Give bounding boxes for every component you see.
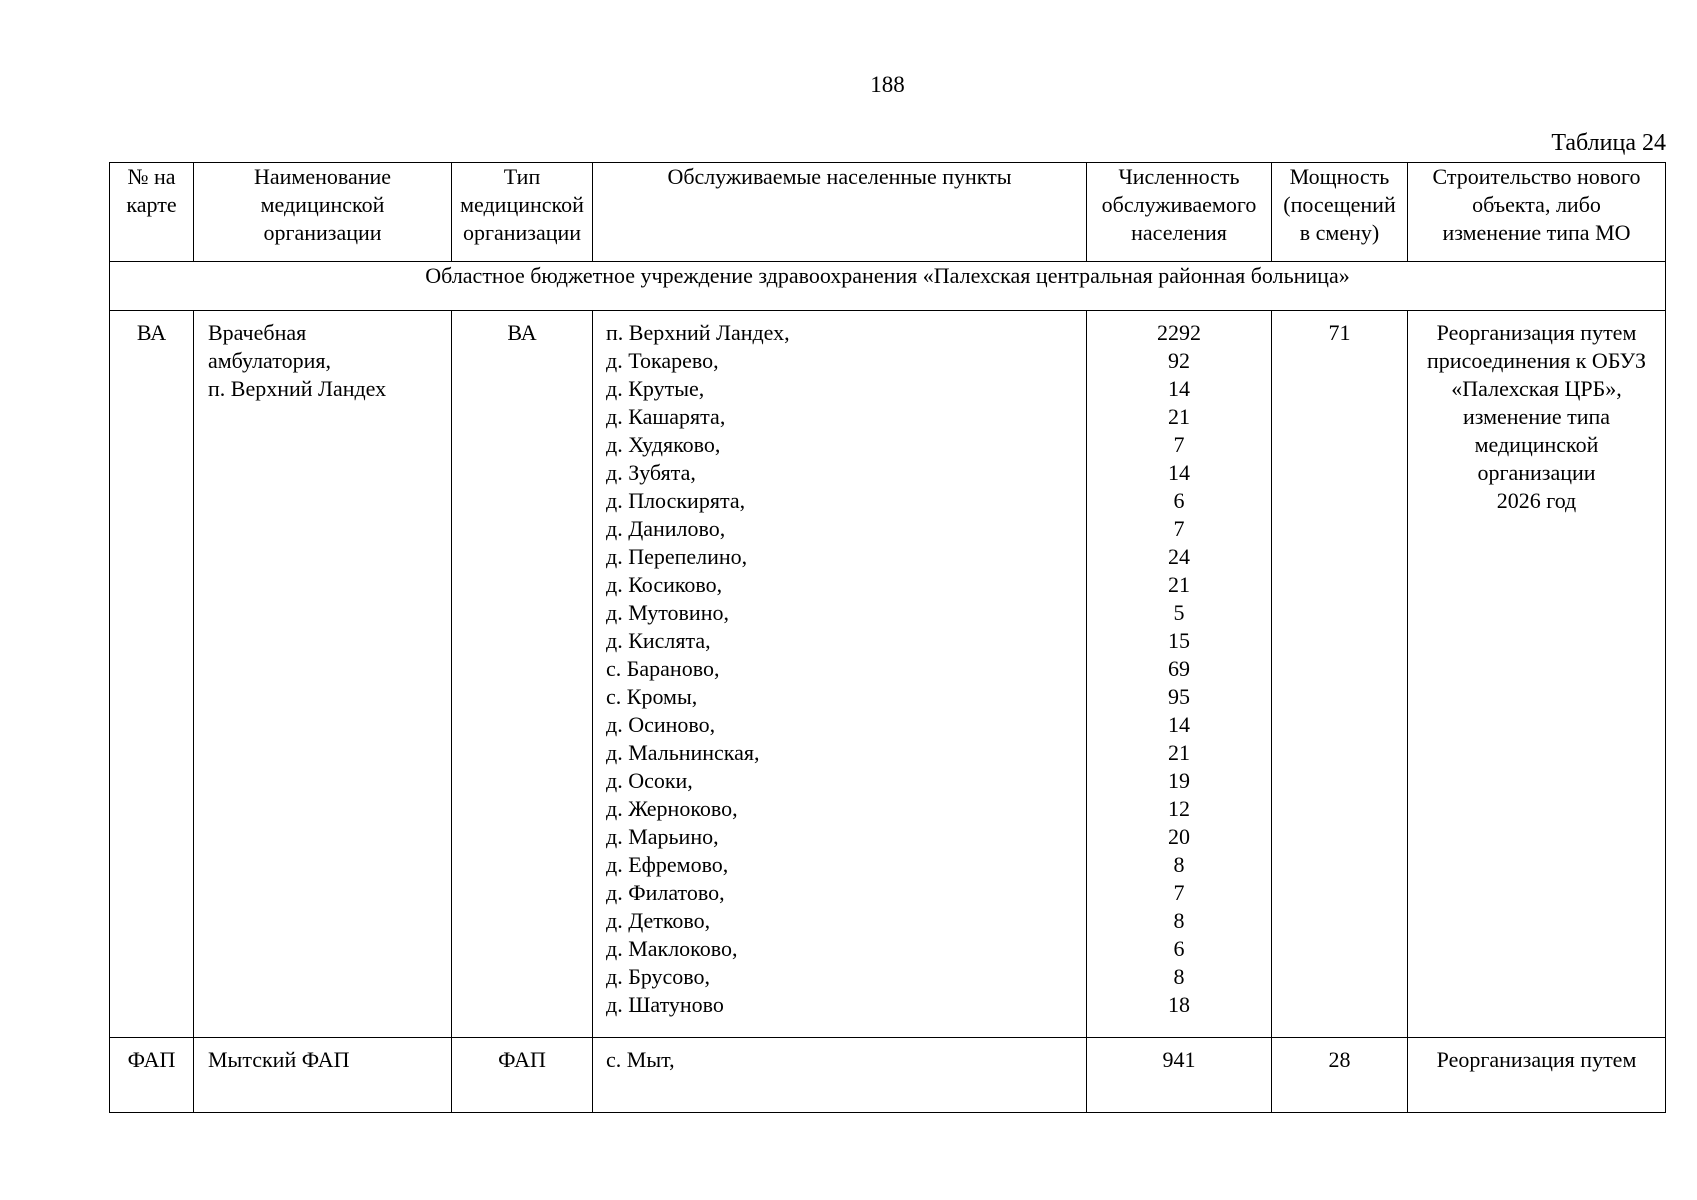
text-line: д. Осиново, (606, 712, 716, 737)
text-line: д. Детково, (606, 908, 711, 933)
text-line: 8 (1173, 908, 1185, 933)
text-line: 14 (1168, 712, 1190, 737)
text-line: изменение типа МО (1442, 220, 1631, 245)
text-line: медицинской (460, 192, 584, 217)
text-line: д. Перепелино, (606, 544, 748, 569)
text-line: Численность (1118, 164, 1240, 189)
text-line: д. Токарево, (606, 348, 719, 373)
text-line: 8 (1173, 964, 1185, 989)
text-line: д. Шатуново (606, 992, 724, 1017)
text-line: д. Косиково, (606, 572, 723, 597)
text-line: 7 (1173, 516, 1185, 541)
text-line: 21 (1168, 572, 1190, 597)
text-line: с. Кромы, (606, 684, 698, 709)
organization-row (110, 262, 1666, 311)
population-cell (1087, 311, 1272, 1038)
text-line: организации (462, 220, 582, 245)
text-line: д. Жерноково, (606, 796, 738, 821)
text-line: Мытский ФАП (208, 1047, 350, 1072)
header-map-no (110, 163, 194, 262)
text-line: 5 (1173, 600, 1185, 625)
text-line: Реорганизация путем (1436, 1047, 1637, 1072)
org-name-cell (194, 1038, 452, 1113)
text-line: Наименование (253, 164, 392, 189)
text-line: 19 (1168, 768, 1190, 793)
header-construction (1408, 163, 1666, 262)
text-line: медицинской (260, 192, 385, 217)
text-line: 6 (1173, 488, 1185, 513)
text-line: (посещений (1283, 192, 1396, 217)
text-line: 12 (1168, 796, 1190, 821)
settlements-cell (593, 1038, 1087, 1113)
text-line: 24 (1168, 544, 1190, 569)
facilities-table (109, 162, 1666, 1113)
text-line: 14 (1168, 460, 1190, 485)
text-line: населения (1131, 220, 1227, 245)
header-population (1087, 163, 1272, 262)
construction-cell (1408, 311, 1666, 1038)
text-line: с. Мыт, (606, 1047, 675, 1072)
construction-cell (1408, 1038, 1666, 1113)
text-line: организации (263, 220, 382, 245)
map-no-cell: ВА (110, 311, 194, 1038)
text-line: д. Зубята, (606, 460, 696, 485)
text-line: 8 (1173, 852, 1185, 877)
text-line: Врачебная (208, 320, 307, 345)
capacity-cell: 28 (1272, 1038, 1408, 1113)
text-line: д. Ефремово, (606, 852, 729, 877)
text-line: в смену) (1299, 220, 1380, 245)
text-line: 7 (1173, 432, 1185, 457)
text-line: Обслуживаемые населенные пункты (667, 164, 1012, 189)
text-line: 92 (1168, 348, 1190, 373)
text-line: 6 (1173, 936, 1185, 961)
text-line: п. Верхний Ландех (208, 376, 387, 401)
text-line: с. Бараново, (606, 656, 720, 681)
text-line: 2292 (1157, 320, 1201, 345)
text-line: Реорганизация путем (1436, 320, 1637, 345)
text-line: д. Кислята, (606, 628, 711, 653)
map-no-cell: ФАП (110, 1038, 194, 1113)
capacity-cell: 71 (1272, 311, 1408, 1038)
text-line: д. Данилово, (606, 516, 726, 541)
text-line: организации (1477, 460, 1596, 485)
text-line: 7 (1173, 880, 1185, 905)
settlements-cell (593, 311, 1087, 1038)
text-line: д. Филатово, (606, 880, 725, 905)
text-line: д. Мальнинская, (606, 740, 760, 765)
text-line: 20 (1168, 824, 1190, 849)
header-org-name (194, 163, 452, 262)
header-settlements (593, 163, 1087, 262)
text-line: 2026 год (1496, 488, 1577, 513)
text-line: амбулатория, (208, 348, 331, 373)
table-caption: Таблица 24 (1551, 130, 1666, 156)
population-cell (1087, 1038, 1272, 1113)
org-type-cell: ВА (452, 311, 593, 1038)
organization-name: Областное бюджетное учреждение здравоохранения «Палехская центральная районная больница» (110, 262, 1666, 311)
text-line: присоединения к ОБУЗ (1427, 348, 1646, 373)
text-line: карте (126, 192, 177, 217)
text-line: Строительство нового (1432, 164, 1641, 189)
text-line: д. Плоскирята, (606, 488, 746, 513)
text-line: д. Кашарята, (606, 404, 726, 429)
text-line: № на (127, 164, 176, 189)
text-line: Тип (503, 164, 541, 189)
text-line: 15 (1168, 628, 1190, 653)
text-line: 14 (1168, 376, 1190, 401)
text-line: изменение типа (1462, 404, 1611, 429)
text-line: 69 (1168, 656, 1190, 681)
header-capacity (1272, 163, 1408, 262)
text-line: д. Осоки, (606, 768, 693, 793)
table-row (110, 311, 1666, 1038)
text-line: д. Маклоково, (606, 936, 738, 961)
text-line: п. Верхний Ландех, (606, 320, 790, 345)
org-name-cell (194, 311, 452, 1038)
text-line: д. Крутые, (606, 376, 705, 401)
header-row (110, 163, 1666, 262)
text-line: 18 (1168, 992, 1190, 1017)
org-type-cell: ФАП (452, 1038, 593, 1113)
text-line: д. Брусово, (606, 964, 711, 989)
text-line: Мощность (1289, 164, 1390, 189)
text-line: д. Мутовино, (606, 600, 729, 625)
text-line: обслуживаемого (1101, 192, 1257, 217)
text-line: 21 (1168, 740, 1190, 765)
header-org-type (452, 163, 593, 262)
table-row (110, 1038, 1666, 1113)
text-line: д. Марьино, (606, 824, 719, 849)
page-number: 188 (870, 72, 905, 97)
text-line: 95 (1168, 684, 1190, 709)
text-line: «Палехская ЦРБ», (1451, 376, 1622, 401)
text-line: д. Худяково, (606, 432, 721, 457)
text-line: объекта, либо (1472, 192, 1601, 217)
text-line: 21 (1168, 404, 1190, 429)
text-line: 941 (1162, 1047, 1196, 1072)
text-line: медицинской (1474, 432, 1599, 457)
